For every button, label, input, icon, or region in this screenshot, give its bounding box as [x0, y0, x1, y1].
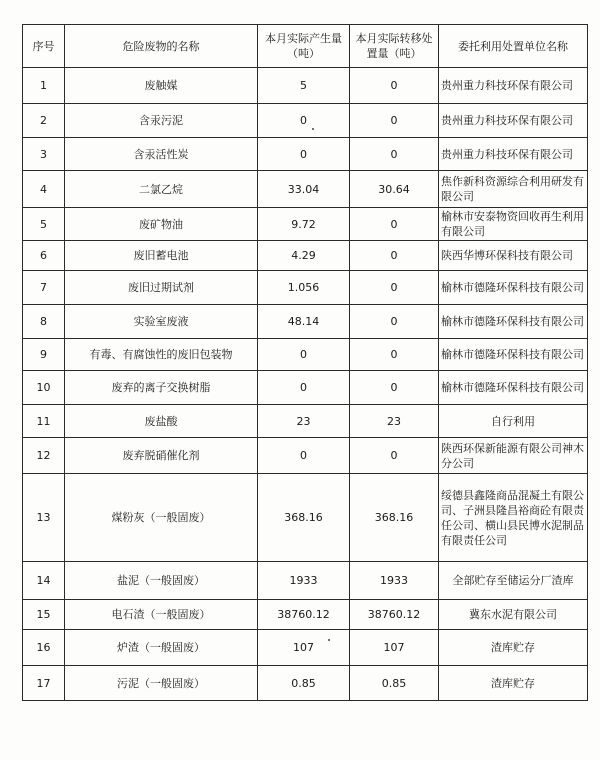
cell-disposed: 0.85 [350, 666, 439, 701]
cell-disposal-unit: 焦作新科资源综合利用研发有限公司 [439, 171, 588, 208]
cell-disposed: 0 [350, 371, 439, 405]
cell-disposal-unit: 榆林市德隆环保科技有限公司 [439, 271, 588, 305]
table-row [23, 438, 588, 474]
cell-disposed: 0 [350, 339, 439, 371]
table-row [23, 305, 588, 339]
header-disposal-unit: 委托利用处置单位名称 [439, 25, 588, 68]
cell-produced: 107 [258, 630, 350, 666]
cell-disposal-unit: 自行利用 [439, 405, 588, 438]
cell-produced: 0.85 [258, 666, 350, 701]
header-produced: 本月实际产生量（吨） [258, 25, 350, 68]
cell-serial: 1 [23, 68, 65, 104]
cell-disposal-unit: 全部贮存至储运分厂渣库 [439, 562, 588, 600]
table-row [23, 339, 588, 371]
table-row [23, 138, 588, 171]
table-row [23, 241, 588, 271]
cell-disposed: 0 [350, 305, 439, 339]
header-serial: 序号 [23, 25, 65, 68]
cell-serial: 7 [23, 271, 65, 305]
cell-waste-name: 污泥（一般固废） [65, 666, 258, 701]
cell-waste-name: 实验室废液 [65, 305, 258, 339]
cell-disposed: 107 [350, 630, 439, 666]
cell-disposed: 23 [350, 405, 439, 438]
cell-serial: 11 [23, 405, 65, 438]
cell-serial: 13 [23, 474, 65, 562]
cell-produced: 0 [258, 339, 350, 371]
cell-serial: 10 [23, 371, 65, 405]
header-disposed: 本月实际转移处置量（吨） [350, 25, 439, 68]
table-row [23, 271, 588, 305]
hazardous-waste-table [22, 24, 588, 701]
cell-produced: 23 [258, 405, 350, 438]
cell-serial: 15 [23, 600, 65, 630]
table-row [23, 405, 588, 438]
cell-disposed: 0 [350, 104, 439, 138]
table-row [23, 562, 588, 600]
table-row [23, 630, 588, 666]
cell-waste-name: 有毒、有腐蚀性的废旧包装物 [65, 339, 258, 371]
cell-disposed: 0 [350, 241, 439, 271]
table-row [23, 208, 588, 241]
cell-disposed: 1933 [350, 562, 439, 600]
cell-serial: 3 [23, 138, 65, 171]
cell-waste-name: 含汞污泥 [65, 104, 258, 138]
cell-serial: 4 [23, 171, 65, 208]
cell-serial: 17 [23, 666, 65, 701]
cell-disposal-unit: 渣库贮存 [439, 630, 588, 666]
cell-produced: 0 [258, 438, 350, 474]
cell-waste-name: 炉渣（一般固废） [65, 630, 258, 666]
cell-disposal-unit: 冀东水泥有限公司 [439, 600, 588, 630]
table-row [23, 666, 588, 701]
cell-produced: 1.056 [258, 271, 350, 305]
cell-disposed: 30.64 [350, 171, 439, 208]
table-row [23, 600, 588, 630]
cell-waste-name: 废弃脱硝催化剂 [65, 438, 258, 474]
cell-produced: 1933 [258, 562, 350, 600]
scan-speck [328, 639, 330, 641]
cell-serial: 8 [23, 305, 65, 339]
cell-disposal-unit: 绥德县鑫隆商品混凝土有限公司、子洲县隆昌裕商砼有限责任公司、横山县民博水泥制品有限责任公司 [439, 474, 588, 562]
cell-disposed: 0 [350, 138, 439, 171]
cell-produced: 5 [258, 68, 350, 104]
cell-waste-name: 盐泥（一般固废） [65, 562, 258, 600]
cell-produced: 9.72 [258, 208, 350, 241]
cell-disposal-unit: 贵州重力科技环保有限公司 [439, 68, 588, 104]
cell-serial: 9 [23, 339, 65, 371]
cell-produced: 38760.12 [258, 600, 350, 630]
header-waste-name: 危险废物的名称 [65, 25, 258, 68]
cell-disposed: 0 [350, 438, 439, 474]
cell-waste-name: 电石渣（一般固废） [65, 600, 258, 630]
cell-disposal-unit: 榆林市安泰物资回收再生利用有限公司 [439, 208, 588, 241]
cell-disposed: 0 [350, 271, 439, 305]
table-header-row [23, 25, 588, 68]
table-row [23, 68, 588, 104]
cell-disposal-unit: 贵州重力科技环保有限公司 [439, 104, 588, 138]
cell-disposed: 368.16 [350, 474, 439, 562]
cell-disposed: 0 [350, 68, 439, 104]
cell-waste-name: 含汞活性炭 [65, 138, 258, 171]
cell-disposal-unit: 榆林市德隆环保科技有限公司 [439, 371, 588, 405]
cell-serial: 6 [23, 241, 65, 271]
cell-disposal-unit: 榆林市德隆环保科技有限公司 [439, 305, 588, 339]
cell-serial: 14 [23, 562, 65, 600]
cell-waste-name: 废触媒 [65, 68, 258, 104]
cell-serial: 16 [23, 630, 65, 666]
cell-waste-name: 煤粉灰（一般固废） [65, 474, 258, 562]
cell-produced: 4.29 [258, 241, 350, 271]
cell-produced: 48.14 [258, 305, 350, 339]
cell-waste-name: 废旧过期试剂 [65, 271, 258, 305]
cell-disposed: 0 [350, 208, 439, 241]
cell-waste-name: 废盐酸 [65, 405, 258, 438]
cell-serial: 12 [23, 438, 65, 474]
cell-produced: 0 [258, 138, 350, 171]
cell-produced: 368.16 [258, 474, 350, 562]
cell-waste-name: 废弃的离子交换树脂 [65, 371, 258, 405]
cell-produced: 0 [258, 371, 350, 405]
cell-disposal-unit: 陕西环保新能源有限公司神木分公司 [439, 438, 588, 474]
cell-produced: 0 [258, 104, 350, 138]
table-row [23, 171, 588, 208]
table-row [23, 474, 588, 562]
cell-disposal-unit: 陕西华博环保科技有限公司 [439, 241, 588, 271]
table-row [23, 371, 588, 405]
waste-table-sheet [22, 24, 587, 701]
cell-waste-name: 废旧蓄电池 [65, 241, 258, 271]
cell-serial: 2 [23, 104, 65, 138]
cell-serial: 5 [23, 208, 65, 241]
cell-disposal-unit: 贵州重力科技环保有限公司 [439, 138, 588, 171]
cell-disposal-unit: 榆林市德隆环保科技有限公司 [439, 339, 588, 371]
cell-disposal-unit: 渣库贮存 [439, 666, 588, 701]
table-row [23, 104, 588, 138]
cell-waste-name: 废矿物油 [65, 208, 258, 241]
cell-disposed: 38760.12 [350, 600, 439, 630]
cell-waste-name: 二氯乙烷 [65, 171, 258, 208]
scan-speck [312, 128, 314, 130]
cell-produced: 33.04 [258, 171, 350, 208]
